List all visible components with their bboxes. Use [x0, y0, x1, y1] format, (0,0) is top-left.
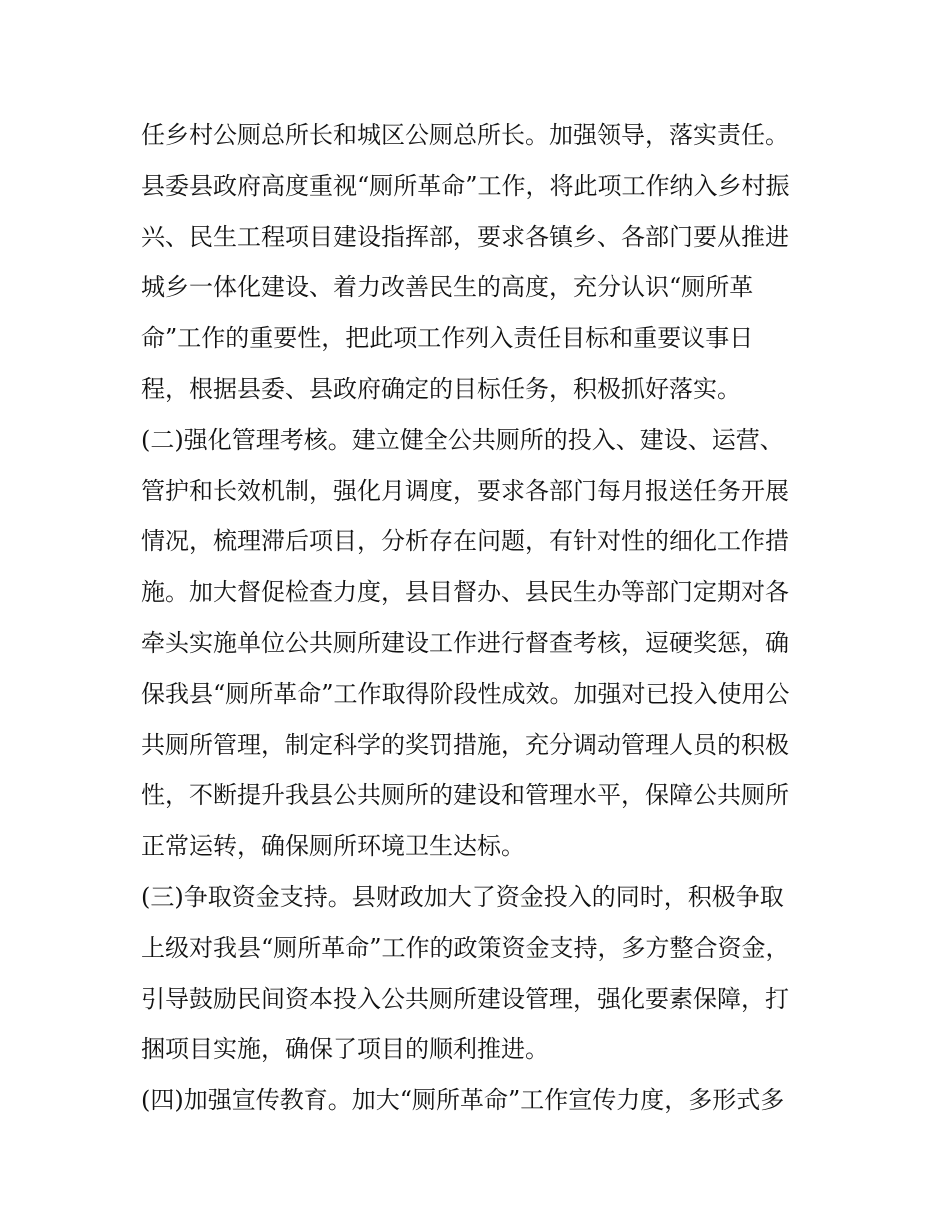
section-heading-2-line: (二)强化管理考核。建立健全公共厕所的投入、建设、运营、: [141, 425, 784, 454]
text-line: 管护和长效机制，强化月调度，要求各部门每月报送任务开展: [141, 476, 789, 505]
text-line: 命”工作的重要性，把此项工作列入责任目标和重要议事日: [141, 324, 754, 353]
text-line: 任乡村公厕总所长和城区公厕总所长。加强领导，落实责任。: [141, 121, 789, 149]
text-line: 性，不断提升我县公共厕所的建设和管理水平，保障公共厕所: [141, 781, 789, 810]
text-line: 正常运转，确保厕所环境卫生达标。: [141, 832, 525, 861]
section-heading-3-line: (三)争取资金支持。县财政加大了资金投入的同时，积极争取: [141, 882, 784, 911]
text-line: 程，根据县委、县政府确定的目标任务，积极抓好落实。: [141, 374, 741, 403]
body-text: [141, 110, 821, 1126]
text-line: 城乡一体化建设、着力改善民生的高度，充分认识“厕所革: [141, 273, 754, 302]
text-line: 引导鼓励民间资本投入公共厕所建设管理，强化要素保障，打: [141, 984, 789, 1013]
section-heading-4-line: (四)加强宣传教育。加大“厕所革命”工作宣传力度，多形式多: [141, 1086, 785, 1115]
text-line: 牵头实施单位公共厕所建设工作进行督查考核，逗硬奖惩，确: [141, 628, 789, 657]
text-line: 兴、民生工程项目建设指挥部，要求各镇乡、各部门要从推进: [141, 222, 789, 251]
text-line: 上级对我县“厕所革命”工作的政策资金支持，多方整合资金，: [141, 933, 790, 962]
text-line: 施。加大督促检查力度，县目督办、县民生办等部门定期对各: [141, 578, 789, 607]
text-line: 共厕所管理，制定科学的奖罚措施，充分调动管理人员的积极: [141, 730, 789, 759]
text-line: 情况，梳理滞后项目，分析存在问题，有针对性的细化工作措: [141, 527, 789, 556]
text-line: 县委县政府高度重视“厕所革命”工作，将此项工作纳入乡村振: [141, 171, 790, 200]
text-line: 捆项目实施，确保了项目的顺利推进。: [141, 1035, 549, 1064]
text-line: 保我县“厕所革命”工作取得阶段性成效。加强对已投入使用公: [141, 679, 790, 708]
